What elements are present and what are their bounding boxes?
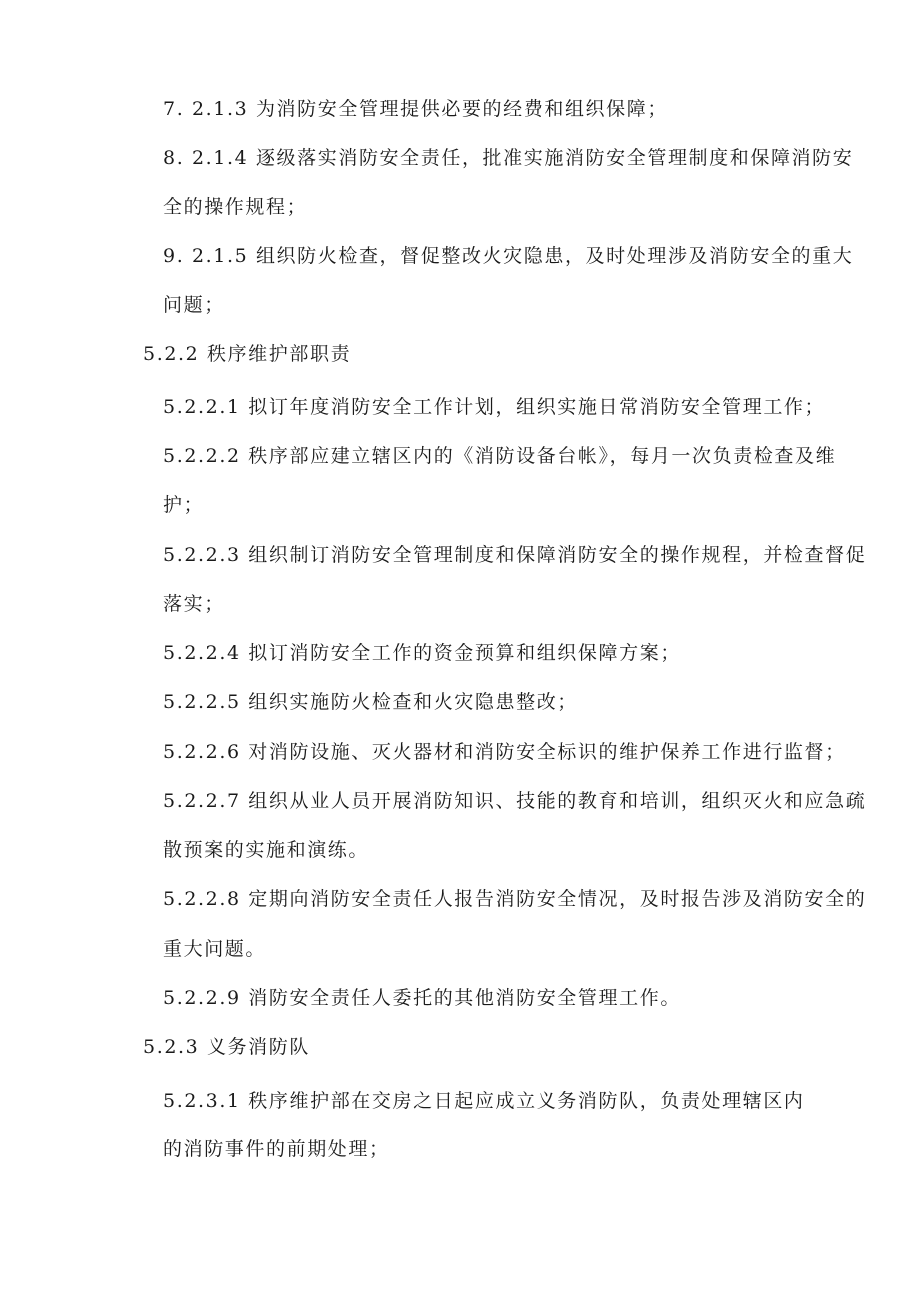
paragraph-5-2-2-1: 5.2.2.1 拟订年度消防安全工作计划，组织实施日常消防安全管理工作； (163, 396, 826, 418)
paragraph-5-2-2-4: 5.2.2.4 拟订消防安全工作的资金预算和组织保障方案； (163, 642, 681, 664)
paragraph-5-2-2-8-cont: 重大问题。 (163, 938, 267, 960)
paragraph-5-2-2-2: 5.2.2.2 秩序部应建立辖区内的《消防设备台帐》，每月一次负责检查及维 (163, 445, 837, 467)
paragraph-5-2-3-1-cont: 的消防事件的前期处理； (163, 1138, 390, 1160)
paragraph-9-2-1-5-cont: 问题； (163, 294, 225, 316)
section-heading-5-2-3: 5.2.3 义务消防队 (143, 1036, 310, 1058)
paragraph-5-2-2-5: 5.2.2.5 组织实施防火检查和火灾隐患整改； (163, 691, 578, 713)
paragraph-7-2-1-3: 7. 2.1.3 为消防安全管理提供必要的经费和组织保障； (163, 98, 668, 120)
paragraph-8-2-1-4-cont: 全的操作规程； (163, 196, 308, 218)
paragraph-5-2-2-8: 5.2.2.8 定期向消防安全责任人报告消防安全情况，及时报告涉及消防安全的 (163, 888, 867, 910)
paragraph-5-2-2-7: 5.2.2.7 组织从业人员开展消防知识、技能的教育和培训，组织灭火和应急疏 (163, 790, 867, 812)
paragraph-8-2-1-4: 8. 2.1.4 逐级落实消防安全责任，批准实施消防安全管理制度和保障消防安 (163, 147, 854, 169)
paragraph-5-2-3-1: 5.2.3.1 秩序维护部在交房之日起应成立义务消防队，负责处理辖区内 (163, 1090, 805, 1112)
paragraph-5-2-2-9: 5.2.2.9 消防安全责任人委托的其他消防安全管理工作。 (163, 987, 681, 1009)
paragraph-5-2-2-3-cont: 落实； (163, 593, 225, 615)
paragraph-5-2-2-7-cont: 散预案的实施和演练。 (163, 839, 370, 861)
section-heading-5-2-2: 5.2.2 秩序维护部职责 (143, 343, 352, 365)
paragraph-9-2-1-5: 9. 2.1.5 组织防火检查，督促整改火灾隐患，及时处理涉及消防安全的重大 (163, 245, 854, 267)
paragraph-5-2-2-6: 5.2.2.6 对消防设施、灭火器材和消防安全标识的维护保养工作进行监督； (163, 741, 846, 763)
paragraph-5-2-2-2-cont: 护； (163, 494, 205, 516)
paragraph-5-2-2-3: 5.2.2.3 组织制订消防安全管理制度和保障消防安全的操作规程，并检查督促 (163, 544, 867, 566)
